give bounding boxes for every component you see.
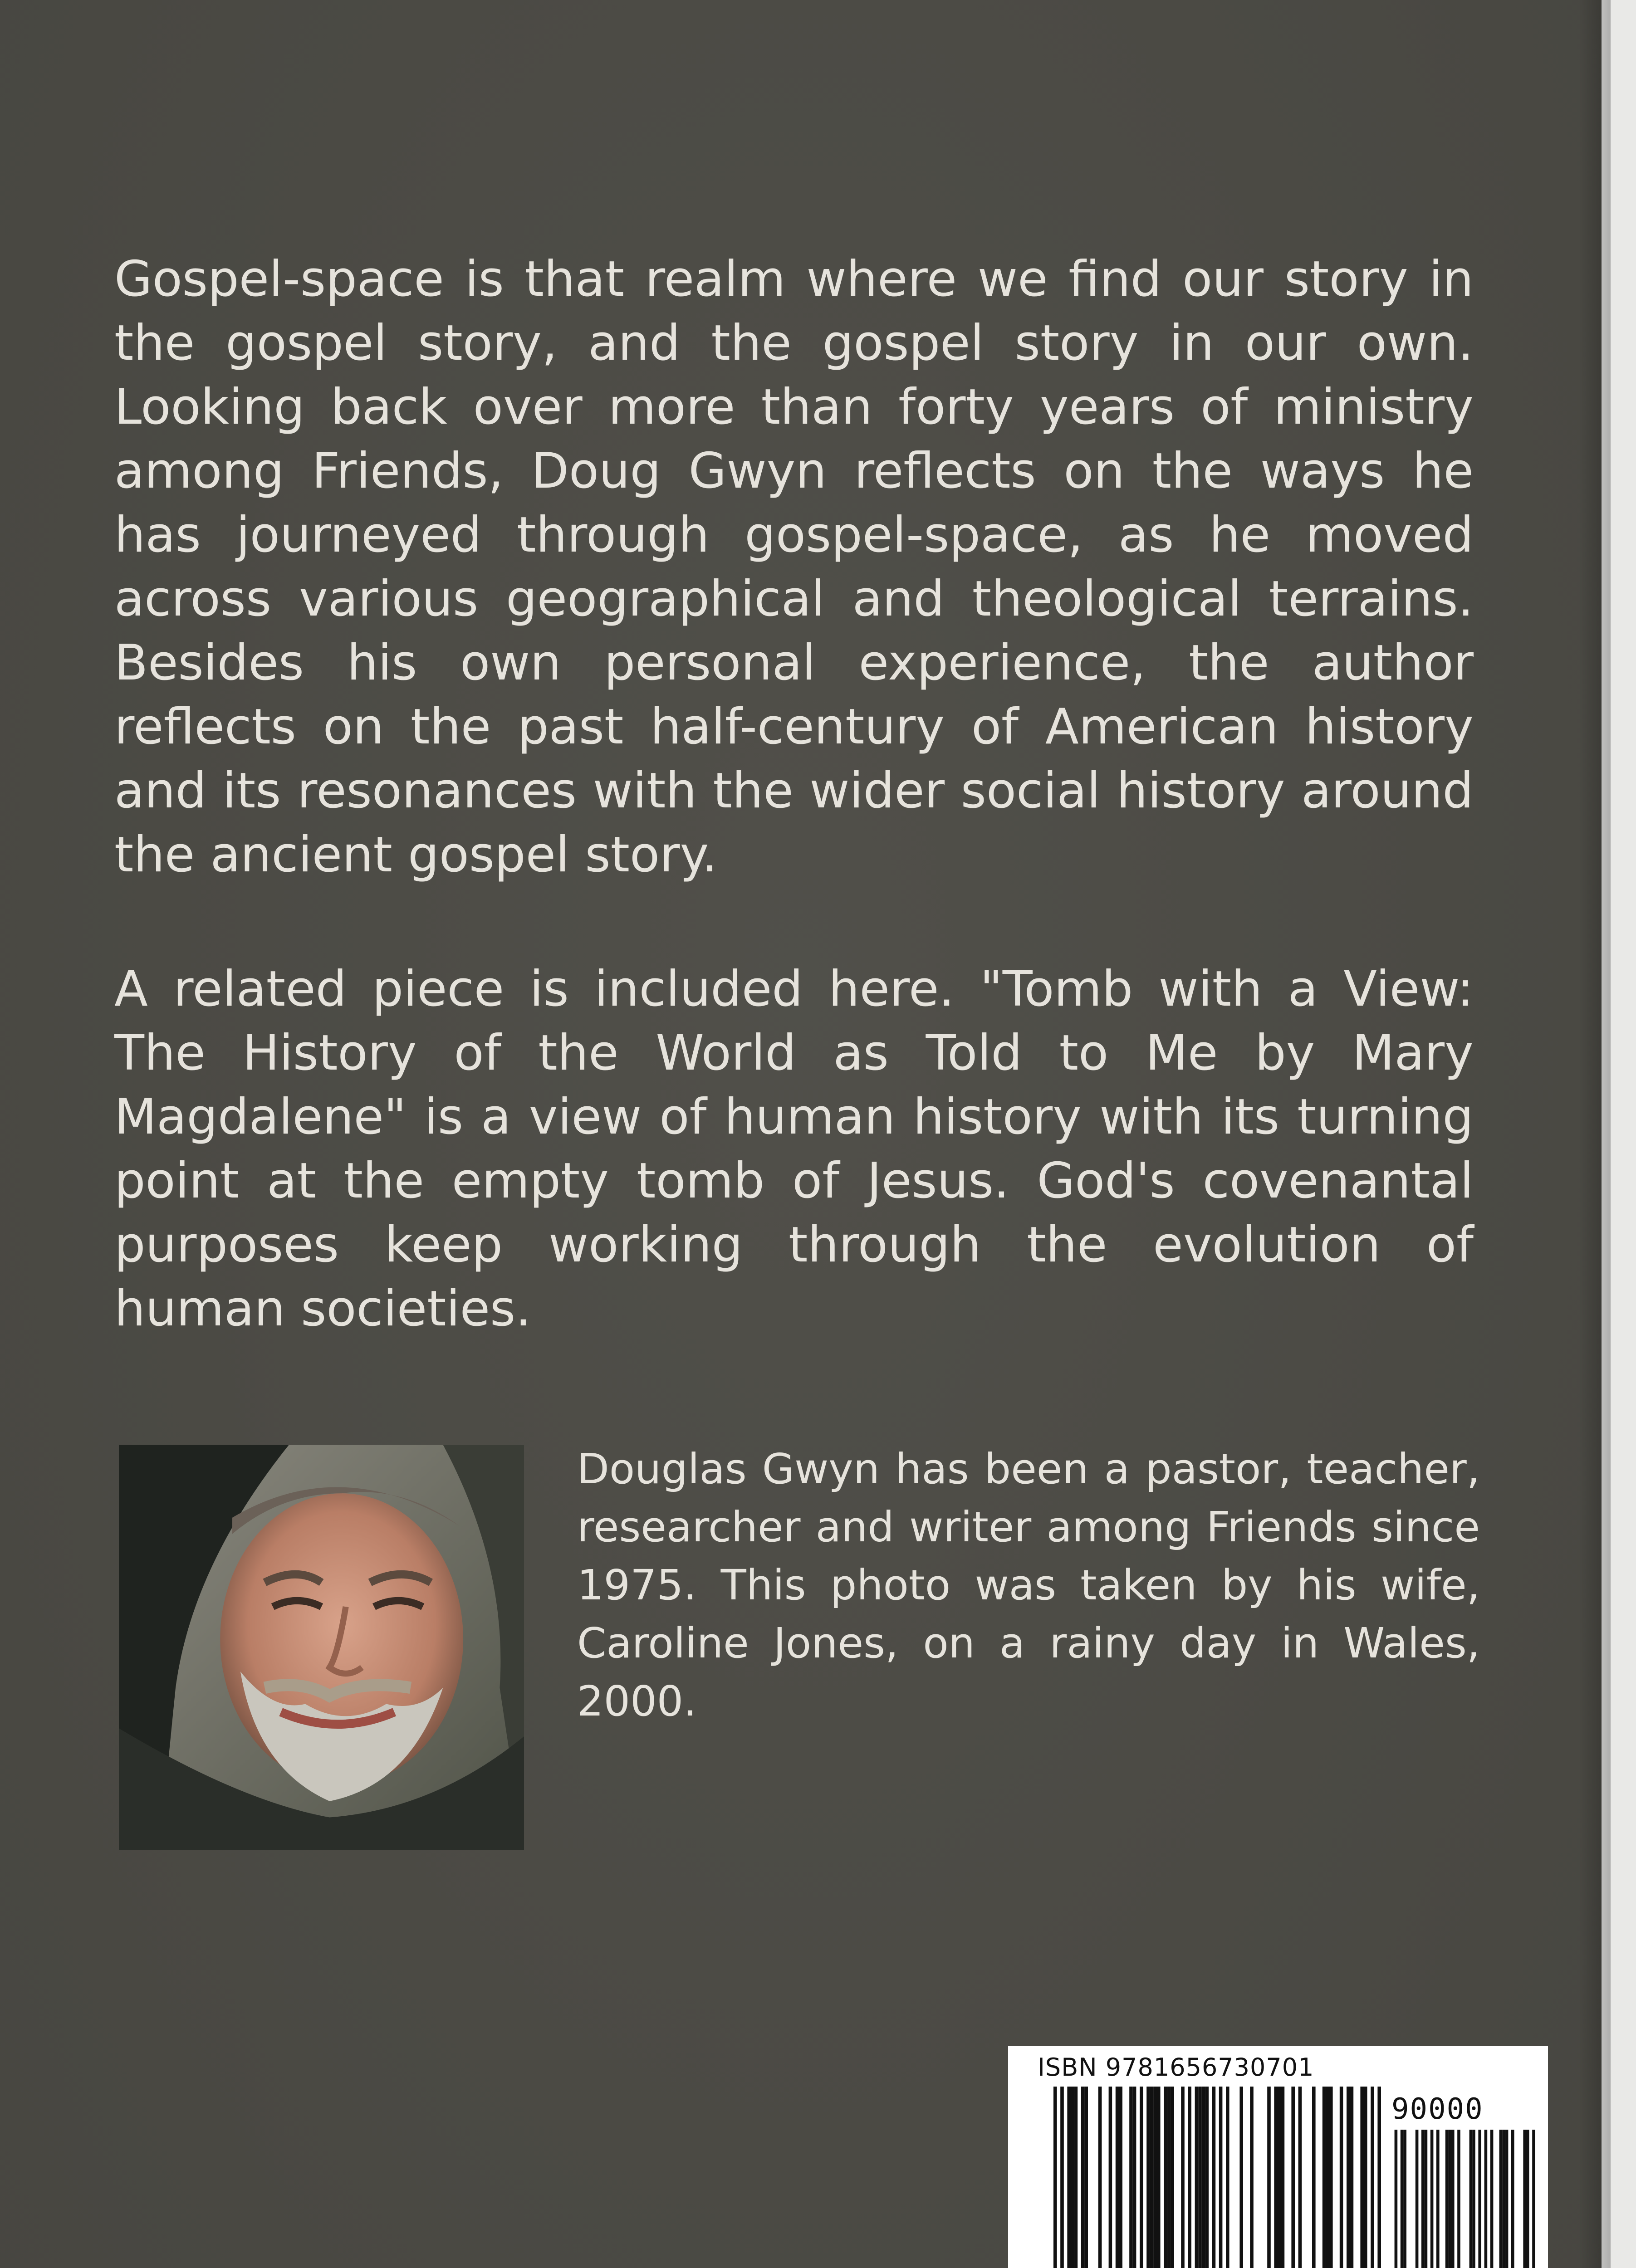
addon-bar (1436, 2130, 1440, 2268)
blurb-paragraph-2: A related piece is included here. "Tomb with a View: The History of the World as Told to Me by Mary Magdalene" is a view of human history with its turning point at the empty tomb of Jesus. God's covenantal purposes keep working through the evolution of human societies. (114, 961, 1474, 1337)
barcode-bar (1323, 2087, 1326, 2268)
barcode-bar (1202, 2087, 1205, 2268)
addon-bar (1532, 2130, 1535, 2268)
barcode-bar (1326, 2087, 1329, 2268)
barcode-bar (1239, 2087, 1243, 2268)
barcode-bar (1146, 2087, 1150, 2268)
addon-bar (1403, 2130, 1406, 2268)
barcode-bar (1074, 2087, 1078, 2268)
barcode-bar (1212, 2087, 1216, 2268)
barcode-bar (1140, 2087, 1143, 2268)
barcode-bar (1181, 2087, 1185, 2268)
barcode-bar (1188, 2087, 1191, 2268)
barcode-bar (1060, 2087, 1064, 2268)
barcode-bar (1167, 2087, 1171, 2268)
barcode-bar (1329, 2087, 1333, 2268)
barcode-bar (1350, 2087, 1354, 2268)
addon-bar (1511, 2130, 1514, 2268)
barcode-bar (1371, 2087, 1374, 2268)
barcode-bar (1298, 2087, 1302, 2268)
barcode-bar (1291, 2087, 1295, 2268)
barcode-bar (1312, 2087, 1316, 2268)
barcode-bar (1129, 2087, 1133, 2268)
barcode-bar (1067, 2087, 1071, 2268)
addon-bar (1421, 2130, 1425, 2268)
barcode-bar (1360, 2087, 1364, 2268)
barcode-bar (1116, 2087, 1119, 2268)
price-code: 90000 (1391, 2092, 1484, 2126)
addon-bar (1478, 2130, 1481, 2268)
barcode-bar (1171, 2087, 1174, 2268)
isbn-label: ISBN 9781656730701 (1038, 2053, 1314, 2082)
addon-bar (1457, 2130, 1460, 2268)
barcode-bar (1347, 2087, 1350, 2268)
addon-bar (1425, 2130, 1428, 2268)
barcode-bar (1364, 2087, 1367, 2268)
addon-bar (1451, 2130, 1455, 2268)
spine-edge-shadow (1579, 0, 1611, 2268)
author-bio: Douglas Gwyn has been a pastor, teacher, researcher and writer among Friends since 1975. This photo was taken by his wife, Caroline Jones, on a rainy day in Wales, 2000. (577, 1445, 1480, 1725)
barcode-bar (1340, 2087, 1343, 2268)
barcode-bar (1053, 2087, 1057, 2268)
addon-bar (1430, 2130, 1434, 2268)
isbn-barcode (1008, 2046, 1548, 2268)
barcode-bar (1164, 2087, 1167, 2268)
barcode-bar (1226, 2087, 1229, 2268)
barcode-bar (1205, 2087, 1209, 2268)
addon-bar (1505, 2130, 1509, 2268)
addon-bar (1502, 2130, 1505, 2268)
barcode-bar (1195, 2087, 1199, 2268)
author-portrait-image (119, 1445, 524, 1850)
barcode-bar (1119, 2087, 1122, 2268)
addon-bar (1526, 2130, 1529, 2268)
addon-bar (1445, 2130, 1449, 2268)
barcode-bar (1081, 2087, 1085, 2268)
barcode-bar (1267, 2087, 1271, 2268)
barcode-bar (1157, 2087, 1161, 2268)
addon-bar (1484, 2130, 1488, 2268)
addon-bar (1469, 2130, 1473, 2268)
barcode-bar (1250, 2087, 1254, 2268)
addon-bar (1490, 2130, 1494, 2268)
barcode-bar (1281, 2087, 1285, 2268)
barcode-bar (1198, 2087, 1202, 2268)
barcode-bar (1278, 2087, 1281, 2268)
barcode-bar (1098, 2087, 1102, 2268)
barcode-bar (1153, 2087, 1157, 2268)
addon-bar (1523, 2130, 1526, 2268)
barcode-bar (1084, 2087, 1088, 2268)
addon-bar (1472, 2130, 1475, 2268)
barcode-bar (1219, 2087, 1223, 2268)
barcode-bar (1109, 2087, 1112, 2268)
author-photo (119, 1445, 524, 1850)
addon-bar (1416, 2130, 1419, 2268)
barcode-bar (1150, 2087, 1154, 2268)
barcode-bar (1071, 2087, 1074, 2268)
addon-bar (1448, 2130, 1451, 2268)
addon-bar (1395, 2130, 1398, 2268)
addon-bar (1401, 2130, 1404, 2268)
addon-bar (1499, 2130, 1503, 2268)
blurb-paragraph-1: Gospel-space is that realm where we find our story in the gospel story, and the gospel story in our own. Looking back over more than forty years of ministry among Friends, Doug Gwyn reflects on the ways he has journeyed through gospel-space, as he moved across various geographical and theological terrains. Besides his own personal experience, the author reflects on the past half-century of American history and its resonances with the wider social history around the ancient gospel story. (114, 251, 1474, 883)
barcode-bar (1133, 2087, 1136, 2268)
barcode-bar (1377, 2087, 1381, 2268)
barcode-bar (1274, 2087, 1278, 2268)
